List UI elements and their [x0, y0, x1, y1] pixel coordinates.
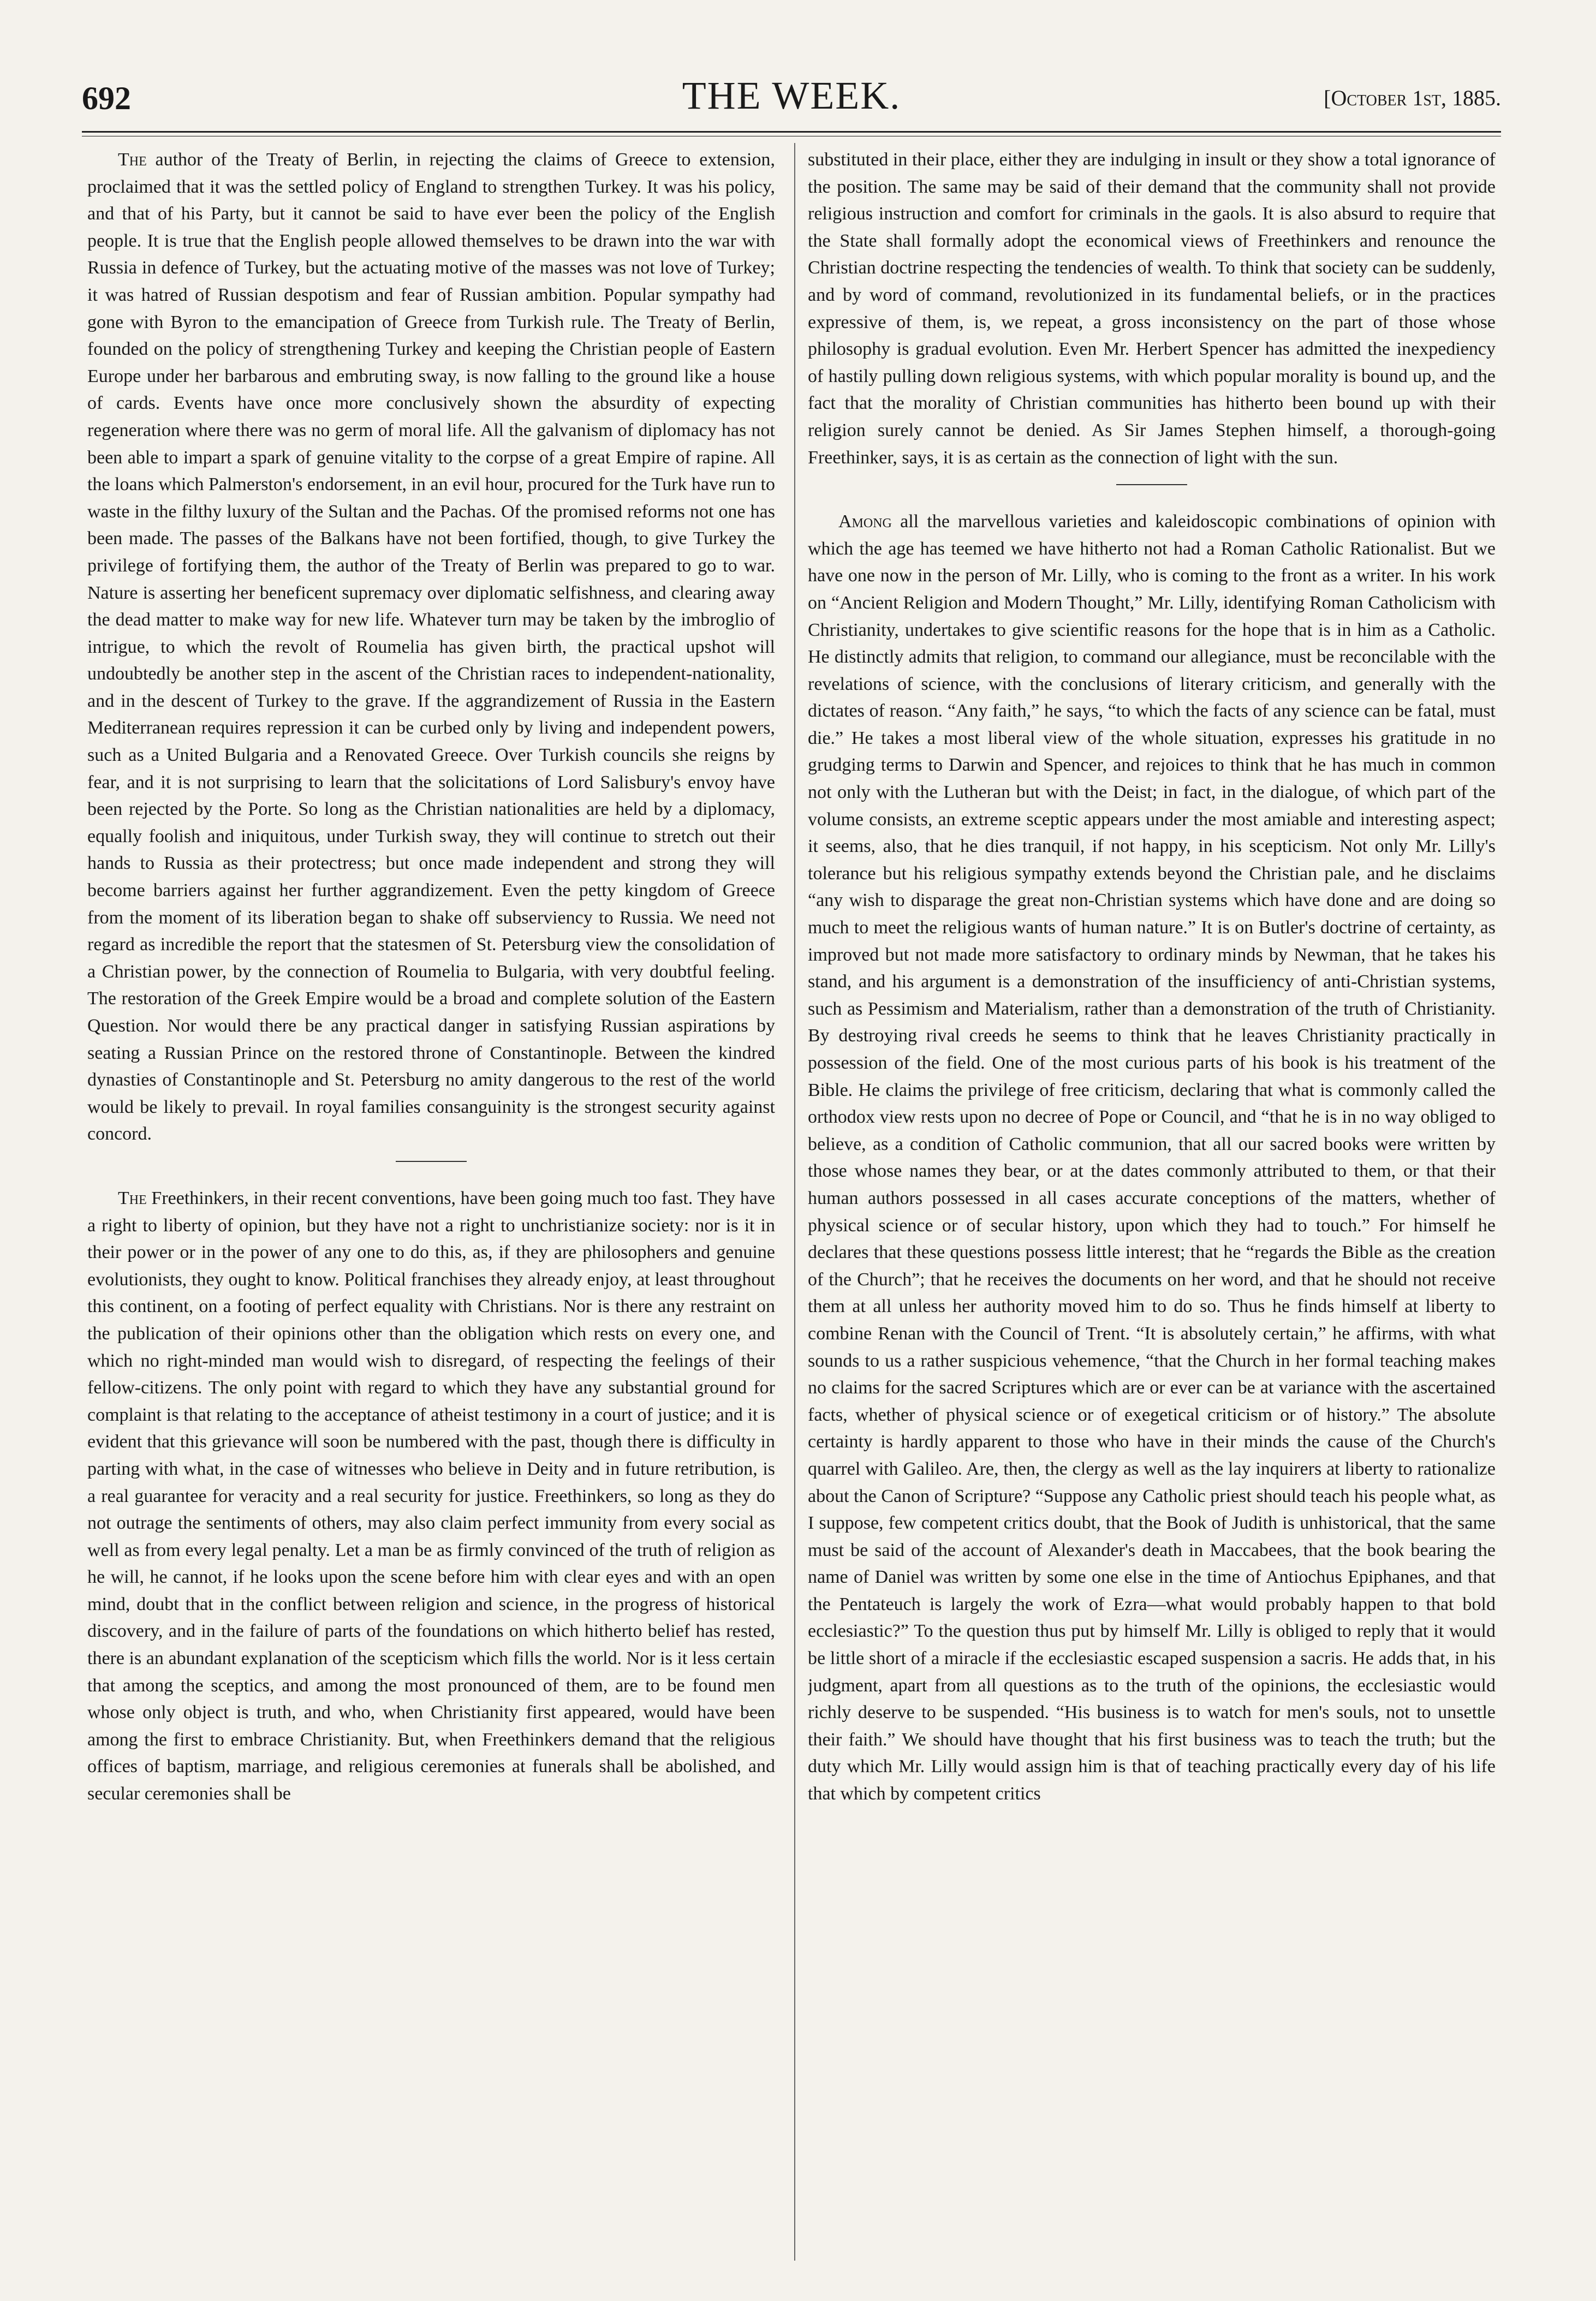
page-number: 692: [82, 80, 131, 116]
article-freethinkers-continued: substituted in their place, either they are indulging in insult or they show a total ignorance of the position. The same may be said of their demand that the community shall not provide religious instruction and comfort for criminals in the gaols. It is also absurd to require that the State shall formally adopt the economical views of Freethinkers and renounce the Christian doctrine respecting the tendencies of wealth. To think that society can be suddenly, and by word of command, revolutionized in its fundamental beliefs, or in the practices expressive of them, is, we repeat, a gross inconsistency on the part of those whose philosophy is gradual evolution. Even Mr. Herbert Spencer has admitted the inexpediency of hastily pulling down religious systems, with which popular morality is bound up, and the fact that the morality of Christian communities has hitherto been bound up with their religion surely cannot be denied. As Sir James Stephen himself, a thorough-going Freethinker, says, it is as certain as the connection of light with the sun.: [808, 150, 1496, 468]
section-divider: [396, 1161, 467, 1162]
article-lead-word: The: [118, 1188, 147, 1208]
header-rule: [82, 131, 1501, 136]
article-body: all the marvellous varieties and kaleidoscopic combinations of opinion with which the age has teemed we have hitherto not had a Roman Catholic Rationalist. But we have one now in the person of Mr. Lilly, who is coming to the front as a writer. In his work on “Ancient Religion and Modern Thought,” Mr. Lilly, identifying Roman Catholicism with Christianity, undertakes to give scientific reasons for the hope that is in him as a Catholic. He distinctly admits that religion, to command our allegiance, must be reconcilable with the revelations of science, with the conclusions of literary criticism, and generally with the dictates of reason. “Any faith,” he says, “to which the facts of any science can be fatal, must die.” He takes a most liberal view of the whole situation, expresses his gratitude in no grudging terms to Darwin and Spencer, and rejoices to think that he has much in common not only with the Lutheran but with the Deist; in fact, in the dialogue, of which part of the volume consists, an extreme sceptic appears under the most amiable and interesting aspect; it seems, also, that he dies tranquil, if not happy, in his scepticism. Not only Mr. Lilly's tolerance but his religious sympathy extends beyond the Christian pale, and he disclaims “any wish to disparage the great non-Christian systems which have done and are doing so much to meet the religious wants of human nature.” It is on Butler's doctrine of certainty, as improved but not made more satisfactory to ordinary minds by Newman, that he takes his stand, and his argument is a demonstration of the insufficiency of anti-Christian systems, such as Pessimism and Materialism, rather than a demonstration of the truth of Christianity. By destroying rival creeds he seems to think that he leaves Christianity practically in possession of the field. One of the most curious parts of his book is his treatment of the Bible. He claims the privilege of free criticism, declaring that what is commonly called the orthodox view rests upon no decree of Pope or Council, and “that he is in no way obliged to believe, as a condition of Catholic communion, that all our sacred books were written by those whose names they bear, or at the dates commonly attributed to them, or that their human authors possessed in all cases accurate conceptions of the matters, whether of physical science or of secular history, upon which they had to touch.” For himself he declares that these questions possess little interest; that he “regards the Bible as the creation of the Church”; that he receives the documents on her word, and that he should not receive them at all unless her authority moved him to do so. Thus he finds himself at liberty to combine Renan with the Council of Trent. “It is absolutely certain,” he affirms, with what sounds to us a rather suspicious vehemence, “that the Church in her formal teaching makes no claims for the sacred Scriptures which are or ever can be at variance with the ascertained facts, whether of physical science or of exegetical criticism or of history.” The absolute certainty is hardly apparent to those who have in their minds the cause of the Church's quarrel with Galileo. Are, then, the clergy as well as the lay inquirers at liberty to rationalize about the Canon of Scripture? “Suppose any Catholic priest should teach his people what, as I suppose, few competent critics doubt, that the Book of Judith is unhistorical, that the same must be said of the account of Alexander's death in Maccabees, that the book bearing the name of Daniel was written by some one else in the time of Antiochus Epiphanes, and that the Pentateuch is largely the work of Ezra—what would probably happen to that bold ecclesiastic?” To the question thus put by himself Mr. Lilly is obliged to reply that it would be little short of a miracle if the ecclesiastic escaped suspension a sacris. He adds that, in his judgment, apart from all questions as to the truth of the opinions, the ecclesiastic would richly deserve to be suspended. “His business is to watch for men's souls, not to unsettle their faith.” We should have thought that his first business was to teach the truth; but the duty which Mr. Lilly would assign him is that of teaching practically every day of his life that which by competent critics: [808, 511, 1496, 1804]
publication-title: THE WEEK.: [682, 74, 901, 117]
article-lead-word: Among: [838, 511, 892, 532]
article-body: Freethinkers, in their recent conventions, have been going much too fast. They have a right to liberty of opinion, but they have not a right to unchristianize society: nor is it in their power or in the power of any one to do this, as, if they are philosophers and genuine evolutionists, they ought to know. Political franchises they already enjoy, at least throughout this continent, on a footing of perfect equality with Christians. Nor is there any restraint on the publication of their opinions other than the obligation which rests on every one, and which no right-minded man would wish to disregard, of respecting the feelings of their fellow-citizens. The only point with regard to which they have any substantial ground for complaint is that relating to the acceptance of atheist testimony in a court of justice; and it is evident that this grievance will soon be numbered with the past, though there is difficulty in parting with what, in the case of witnesses who believe in Deity and in future retribution, is a real guarantee for veracity and a real security for justice. Freethinkers, so long as they do not outrage the sentiments of others, may also claim perfect immunity from every social as well as from every legal penalty. Let a man be as firmly convinced of the truth of religion as he will, he cannot, if he looks upon the scene before him with clear eyes and with an open mind, doubt that in the conflict between religion and science, in the progress of historical discovery, and in the failure of parts of the foundations on which hitherto belief has rested, there is an abundant explanation of the scepticism which fills the world. Nor is it less certain that among the sceptics, and among the most pronounced of them, are to be found men whose only object is truth, and who, when Christianity first appeared, would have been among the first to embrace Christianity. But, when Freethinkers demand that the religious offices of baptism, marriage, and religious ceremonies at funerals shall be abolished, and secular ceremonies shall be: [87, 1188, 775, 1804]
article-lead-word: The: [118, 150, 147, 170]
left-column: [87, 146, 775, 2264]
right-column: [808, 146, 1496, 2264]
article-body: author of the Treaty of Berlin, in rejecting the claims of Greece to extension, proclaimed that it was the settled policy of England to strengthen Turkey. It was his policy, and that of his Party, but it cannot be said to have ever been the policy of the English people. It is true that the English people allowed themselves to be drawn into the war with Russia in defence of Turkey, but the actuating motive of the masses was not love of Turkey; it was hatred of Russian despotism and fear of Russian ambition. Popular sympathy had gone with Byron to the emancipation of Greece from Turkish rule. The Treaty of Berlin, founded on the policy of strengthening Turkey and keeping the Christian people of Eastern Europe under her barbarous and embruting sway, is now falling to the ground like a house of cards. Events have once more conclusively shown the absurdity of expecting regeneration where there was no germ of moral life. All the galvanism of diplomacy has not been able to impart a spark of genuine vitality to the corpse of a great Empire of rapine. All the loans which Palmerston's endorsement, in an evil hour, procured for the Turk have run to waste in the filthy luxury of the Sultan and the Pachas. Of the promised reforms not one has been made. The passes of the Balkans have not been fortified, though, to give Turkey the privilege of fortifying them, the author of the Treaty of Berlin was prepared to go to war. Nature is asserting her beneficent supremacy over diplomatic selfishness, and clearing away the dead matter to make way for new life. Whatever turn may be taken by the imbroglio of intrigue, to which the revolt of Roumelia has given birth, the practical upshot will undoubtedly be another step in the ascent of the Christian races to independent-nationality, and in the descent of Turkey to the grave. If the aggrandizement of Russia in the Eastern Mediterranean requires repression it can be curbed only by living and independent powers, such as a United Bulgaria and a Renovated Greece. Over Turkish councils she reigns by fear, and it is not surprising to learn that the solicitations of Lord Salisbury's envoy have been rejected by the Porte. So long as the Christian nationalities are held by a diplomacy, equally foolish and iniquitous, under Turkish sway, they will continue to stretch out their hands to Russia as their protectress; but once made independent and strong they will become barriers against her further aggrandizement. Even the petty kingdom of Greece from the moment of its liberation began to shake off subserviency to Russia. We need not regard as incredible the report that the statesmen of St. Petersburg view the consolidation of a Christian power, by the connection of Roumelia to Bulgaria, with very doubtful feeling. The restoration of the Greek Empire would be a broad and complete solution of the Eastern Question. Nor would there be any practical danger in satisfying Russian aspirations by seating a Russian Prince on the restored throne of Constantinople. Between the kindred dynasties of Constantinople and St. Petersburg no amity dangerous to the rest of the world would be likely to prevail. In royal families consanguinity is the strongest security against concord.: [87, 150, 775, 1144]
issue-date: [October 1st, 1885.: [1324, 86, 1501, 110]
page-header: [82, 70, 1501, 130]
article-eastern-question: [87, 146, 775, 1148]
article-freethinkers: [87, 1185, 775, 1808]
article-roman-catholic-rationalist: [808, 508, 1496, 1808]
section-divider: [1116, 484, 1187, 485]
column-divider: [794, 143, 795, 2261]
